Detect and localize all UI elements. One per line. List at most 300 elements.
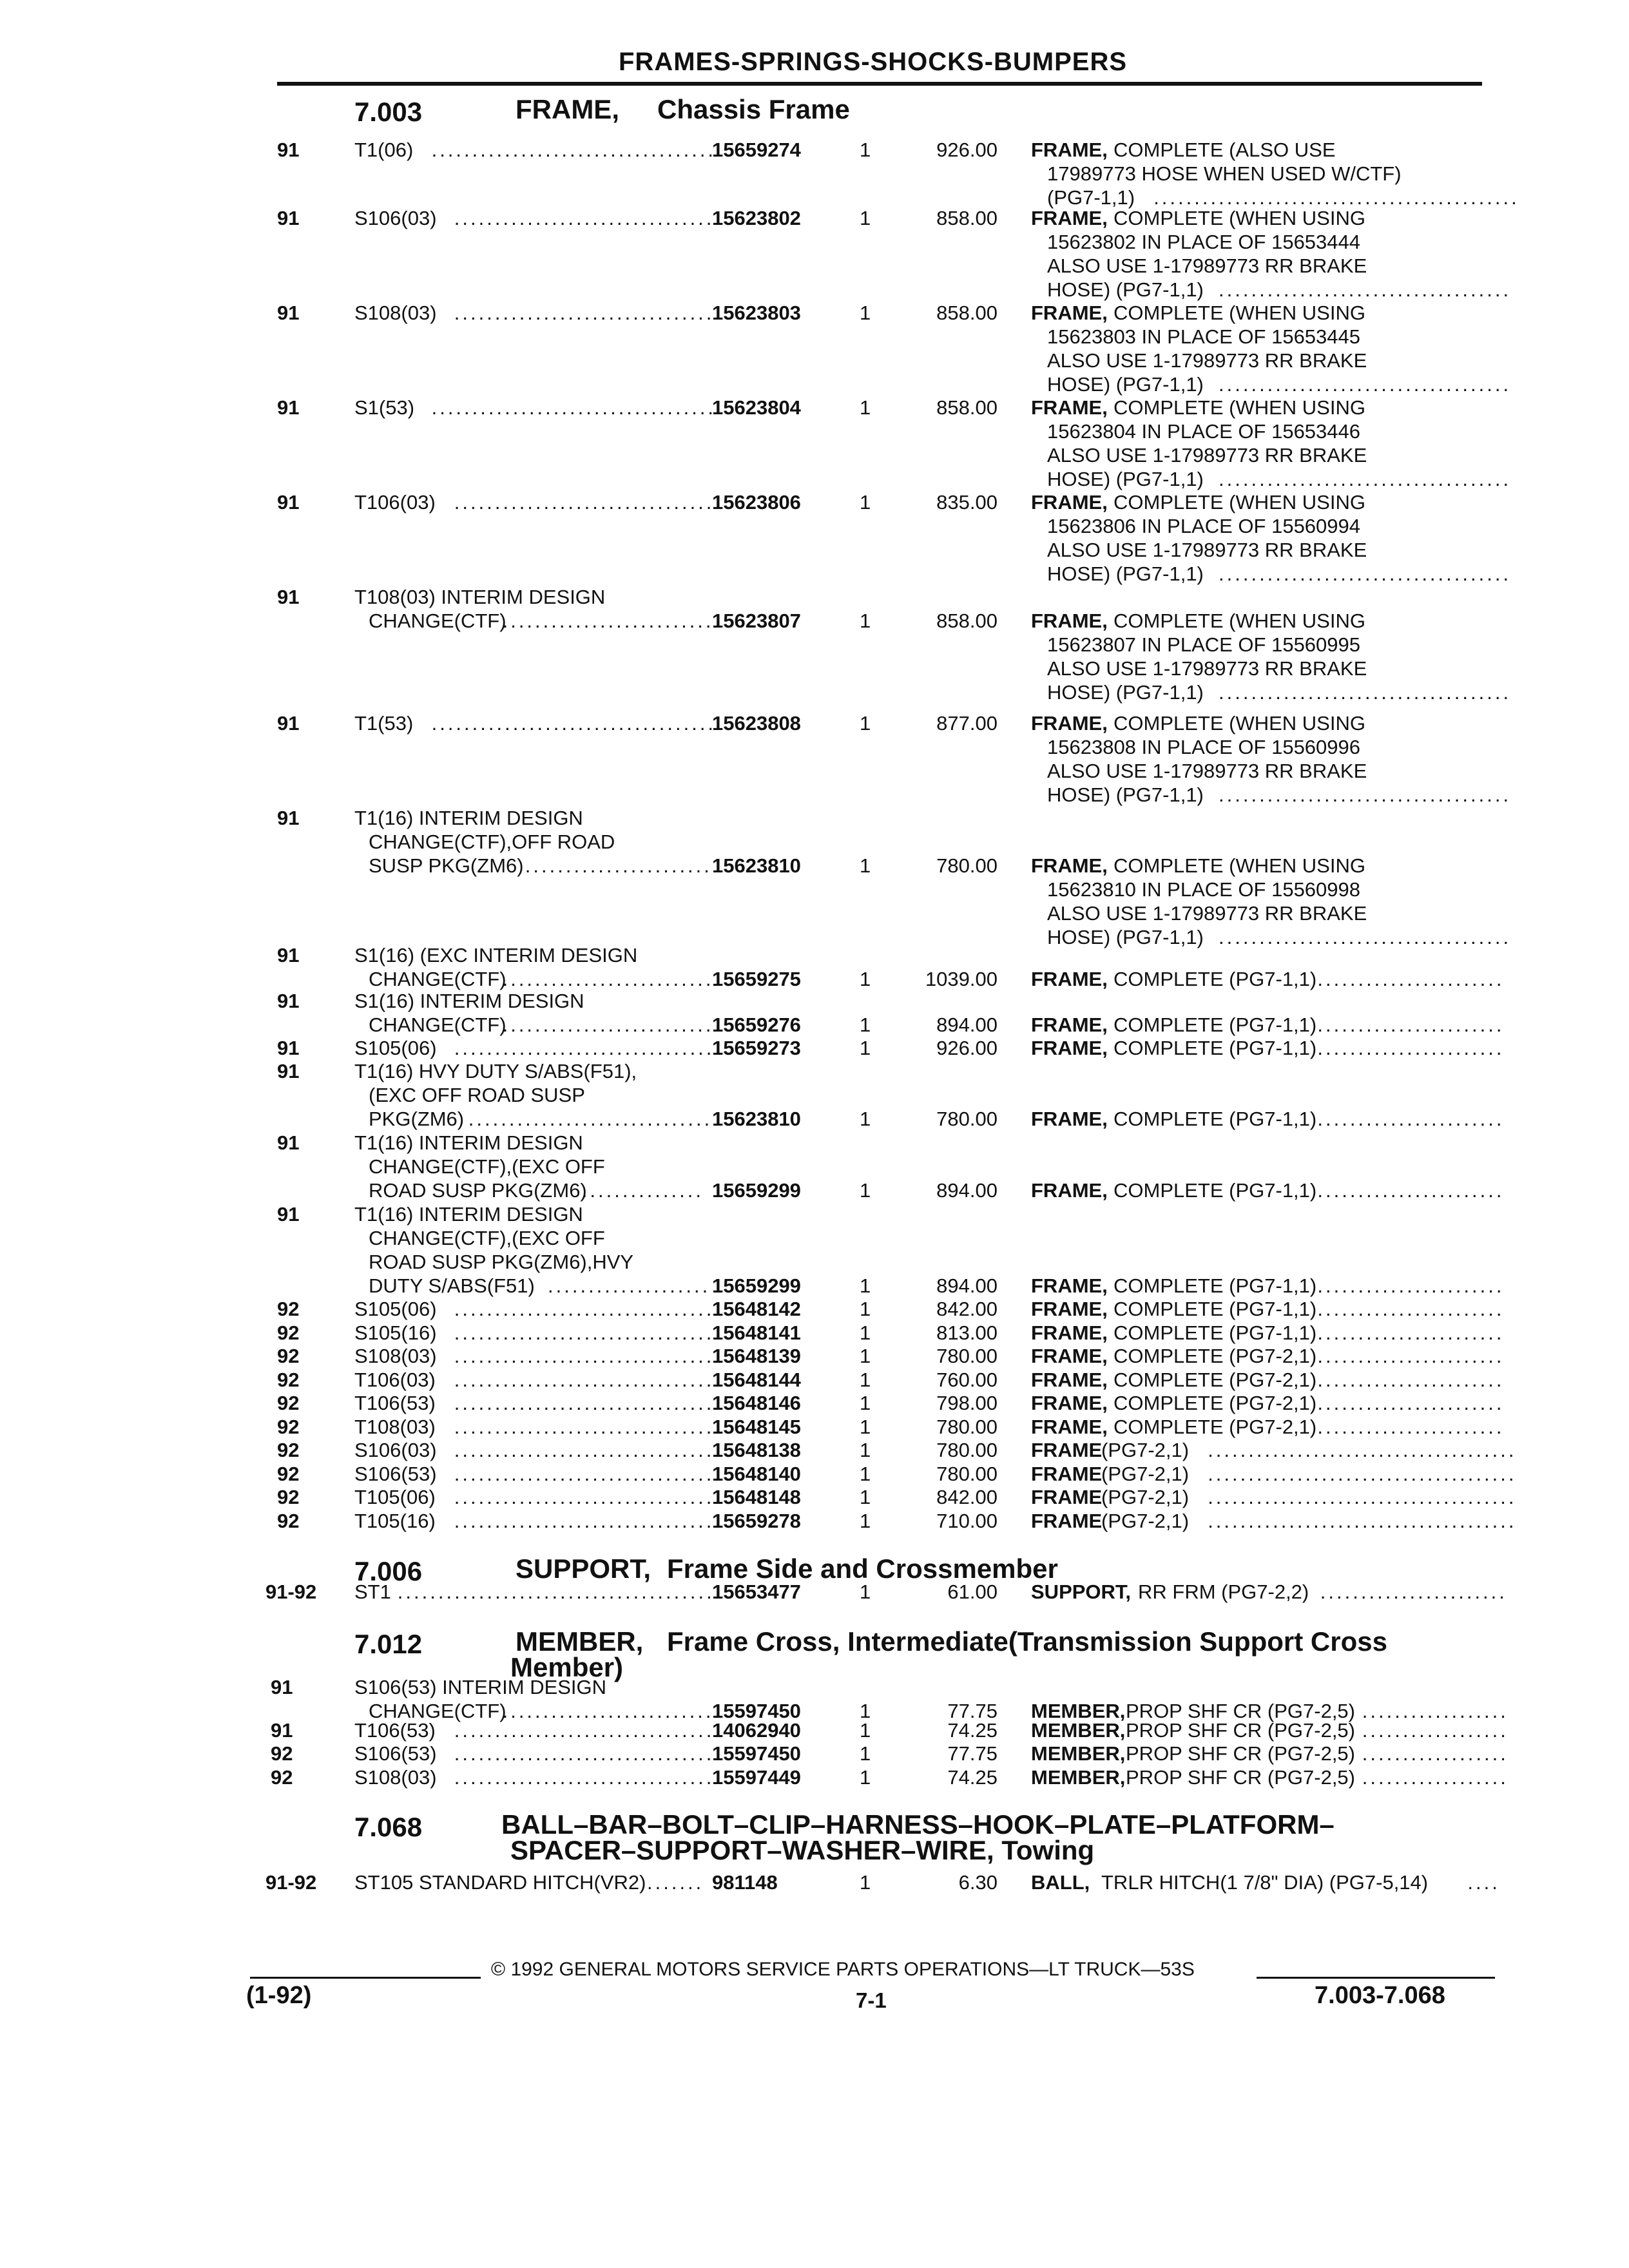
dot-leader: ....................................... — [397, 1581, 715, 1603]
model-year: 92 — [277, 1298, 300, 1320]
description-text: HOSE) (PG7-1,1) — [1047, 562, 1204, 585]
price: 780.00 — [936, 1108, 998, 1130]
description-keyword: FRAME, — [1031, 1179, 1108, 1202]
model-year: 91 — [277, 139, 300, 161]
model-year: 91 — [277, 491, 300, 514]
model-year: 91 — [277, 944, 300, 966]
quantity: 1 — [860, 854, 871, 877]
model-code: S105(06) — [354, 1298, 437, 1320]
description-text: (PG7-2,1) — [1101, 1463, 1190, 1485]
dot-leader: ....................... — [1317, 1392, 1505, 1414]
description-text: COMPLETE (PG7-1,1) — [1113, 1014, 1317, 1036]
model-code: CHANGE(CTF) — [369, 1700, 506, 1722]
price: 760.00 — [936, 1369, 998, 1391]
footer-rule-left — [250, 1977, 481, 1979]
dot-leader: ................................ — [454, 302, 715, 324]
description-keyword: SUPPORT, — [1031, 1581, 1132, 1603]
model-code: T106(53) — [354, 1392, 436, 1414]
quantity: 1 — [860, 1742, 871, 1765]
quantity: 1 — [860, 712, 871, 735]
dot-leader: ................................ — [454, 491, 715, 514]
model-code: S1(16) INTERIM DESIGN — [354, 990, 584, 1012]
description-text: HOSE) (PG7-1,1) — [1047, 468, 1204, 490]
section-title-cont: Member) — [510, 1652, 624, 1682]
model-year: 92 — [277, 1392, 300, 1414]
part-number: 981148 — [712, 1871, 778, 1894]
description-keyword: FRAME, — [1031, 854, 1108, 877]
model-code: T108(03) — [354, 1416, 436, 1438]
price: 858.00 — [936, 396, 998, 419]
model-code: S105(06) — [354, 1037, 437, 1059]
part-number: 15648148 — [712, 1486, 801, 1508]
quantity: 1 — [860, 1321, 871, 1344]
dot-leader: ....................... — [1317, 968, 1505, 990]
dot-leader: ................................ — [454, 1439, 715, 1461]
part-number: 15659274 — [712, 139, 801, 161]
part-number: 15648145 — [712, 1416, 801, 1438]
description-text: COMPLETE (PG7-2,1) — [1113, 1345, 1317, 1367]
part-number: 15648139 — [712, 1345, 801, 1367]
model-code: T108(03) INTERIM DESIGN — [354, 586, 606, 608]
model-year: 91-92 — [265, 1871, 317, 1894]
dot-leader: ................................ — [454, 207, 715, 229]
quantity: 1 — [860, 1719, 871, 1742]
dot-leader: .................................... — [1219, 783, 1512, 806]
model-year: 92 — [277, 1510, 300, 1532]
description-text: TRLR HITCH(1 7/8" DIA) (PG7-5,14) — [1101, 1871, 1429, 1894]
description-text: ALSO USE 1-17989773 RR BRAKE — [1047, 657, 1367, 680]
description-keyword: BALL, — [1031, 1871, 1090, 1894]
edition-label: (1-92) — [246, 1982, 312, 2009]
description-keyword: FRAME, — [1031, 139, 1108, 161]
quantity: 1 — [860, 968, 871, 990]
part-number: 15623803 — [712, 302, 801, 324]
price: 61.00 — [947, 1581, 998, 1603]
dot-leader: ............................................. — [1153, 186, 1519, 209]
page-number: 7-1 — [856, 1988, 887, 2012]
model-year: 91 — [277, 712, 300, 735]
model-code: CHANGE(CTF),OFF ROAD — [369, 831, 615, 853]
dot-leader: ....................... — [525, 854, 712, 877]
description-keyword: MEMBER, — [1031, 1700, 1126, 1722]
model-year: 91 — [277, 990, 300, 1012]
model-code: T1(16) INTERIM DESIGN — [354, 807, 583, 829]
description-keyword: FRAME — [1031, 1439, 1103, 1461]
price: 780.00 — [936, 854, 998, 877]
model-code: S106(53) — [354, 1742, 437, 1765]
price: 813.00 — [936, 1321, 998, 1344]
section-title: Frame Cross, Intermediate(Transmission Support Cross — [667, 1626, 1387, 1657]
model-year: 91 — [277, 302, 300, 324]
description-keyword: FRAME, — [1031, 1298, 1108, 1320]
part-number: 15648142 — [712, 1298, 801, 1320]
description-text: 17989773 HOSE WHEN USED W/CTF) — [1047, 162, 1402, 185]
dot-leader: ...................................... — [1208, 1510, 1517, 1532]
dot-leader: ................................ — [454, 1463, 715, 1485]
quantity: 1 — [860, 1179, 871, 1202]
description-keyword: FRAME, — [1031, 396, 1108, 419]
description-text: COMPLETE (PG7-1,1) — [1113, 1037, 1317, 1059]
dot-leader: .................... — [548, 1274, 711, 1297]
description-keyword: FRAME, — [1031, 491, 1108, 514]
part-number: 15659278 — [712, 1510, 801, 1532]
model-code: S1(16) (EXC INTERIM DESIGN — [354, 944, 638, 966]
copyright-notice: © 1992 GENERAL MOTORS SERVICE PARTS OPERATIONS—LT TRUCK—53S — [491, 1959, 1195, 1980]
price: 1039.00 — [925, 968, 998, 990]
quantity: 1 — [860, 1037, 871, 1059]
quantity: 1 — [860, 1463, 871, 1485]
model-year: 92 — [277, 1345, 300, 1367]
dot-leader: ....... — [647, 1871, 704, 1894]
description-keyword: FRAME, — [1031, 968, 1108, 990]
section-title-keyword: SUPPORT, — [516, 1553, 651, 1584]
dot-leader: .......................... — [502, 610, 714, 632]
description-keyword: FRAME, — [1031, 207, 1108, 229]
model-code: CHANGE(CTF) — [369, 968, 506, 990]
description-keyword: FRAME, — [1031, 1274, 1108, 1297]
quantity: 1 — [860, 1510, 871, 1532]
quantity: 1 — [860, 396, 871, 419]
part-number: 15597450 — [712, 1742, 801, 1765]
model-year: 92 — [277, 1321, 300, 1344]
price: 780.00 — [936, 1416, 998, 1438]
description-text: COMPLETE (WHEN USING — [1113, 610, 1365, 632]
model-year: 92 — [277, 1486, 300, 1508]
description-text: PROP SHF CR (PG7-2,5) — [1126, 1742, 1356, 1765]
description-text: COMPLETE (PG7-2,1) — [1113, 1416, 1317, 1438]
price: 77.75 — [947, 1742, 998, 1765]
quantity: 1 — [860, 1700, 871, 1722]
description-text: COMPLETE (PG7-1,1) — [1113, 1179, 1317, 1202]
quantity: 1 — [860, 1439, 871, 1461]
model-year: 92 — [271, 1766, 293, 1789]
model-code: CHANGE(CTF),(EXC OFF — [369, 1227, 605, 1249]
part-number: 15659276 — [712, 1014, 801, 1036]
dot-leader: .................................... — [1219, 468, 1512, 490]
quantity: 1 — [860, 302, 871, 324]
dot-leader: .................................... — [1219, 278, 1512, 301]
model-year: 91 — [277, 1131, 300, 1154]
part-number: 15659273 — [712, 1037, 801, 1059]
model-code: S108(03) — [354, 302, 437, 324]
model-code: T106(03) — [354, 491, 436, 514]
description-text: 15623810 IN PLACE OF 15560998 — [1047, 878, 1361, 901]
price: 877.00 — [936, 712, 998, 735]
description-text: HOSE) (PG7-1,1) — [1047, 373, 1204, 396]
dot-leader: ...................................... — [1208, 1439, 1517, 1461]
model-code: T1(06) — [354, 139, 414, 161]
description-text: (PG7-2,1) — [1101, 1486, 1190, 1508]
model-code: S106(03) — [354, 1439, 437, 1461]
description-text: ALSO USE 1-17989773 RR BRAKE — [1047, 255, 1367, 277]
description-keyword: FRAME — [1031, 1463, 1103, 1485]
quantity: 1 — [860, 1392, 871, 1414]
model-code: ROAD SUSP PKG(ZM6) — [369, 1179, 587, 1202]
dot-leader: ................................ — [454, 1392, 715, 1414]
description-text: PROP SHF CR (PG7-2,5) — [1126, 1766, 1356, 1789]
price: 894.00 — [936, 1179, 998, 1202]
description-text: COMPLETE (WHEN USING — [1113, 712, 1365, 735]
part-number: 15659275 — [712, 968, 801, 990]
dot-leader: ................................ — [454, 1742, 715, 1765]
description-text: COMPLETE (ALSO USE — [1113, 139, 1336, 161]
description-text: 15623803 IN PLACE OF 15653445 — [1047, 325, 1361, 348]
part-number: 15623807 — [712, 610, 801, 632]
part-number: 15648144 — [712, 1369, 801, 1391]
model-code: S106(03) — [354, 207, 437, 229]
dot-leader: ....................... — [1317, 1298, 1505, 1320]
dot-leader: .............................. — [468, 1108, 713, 1130]
dot-leader: ...................................... — [1208, 1463, 1517, 1485]
price: 74.25 — [947, 1766, 998, 1789]
dot-leader: ................................ — [454, 1766, 715, 1789]
model-code: T1(16) INTERIM DESIGN — [354, 1131, 583, 1154]
model-code: CHANGE(CTF) — [369, 1014, 506, 1036]
quantity: 1 — [860, 1766, 871, 1789]
dot-leader: ................................ — [454, 1369, 715, 1391]
dot-leader: ................................ — [454, 1321, 715, 1344]
description-keyword: FRAME, — [1031, 1416, 1108, 1438]
description-text: COMPLETE (WHEN USING — [1113, 396, 1365, 419]
model-code: S108(03) — [354, 1766, 437, 1789]
part-number: 15659299 — [712, 1179, 801, 1202]
section-number: 7.003 — [354, 97, 423, 127]
description-text: (PG7-2,1) — [1101, 1439, 1190, 1461]
description-keyword: MEMBER, — [1031, 1766, 1126, 1789]
model-year: 91-92 — [265, 1581, 317, 1603]
description-text: HOSE) (PG7-1,1) — [1047, 926, 1204, 948]
description-text: HOSE) (PG7-1,1) — [1047, 681, 1204, 704]
model-year: 92 — [271, 1742, 293, 1765]
description-text: ALSO USE 1-17989773 RR BRAKE — [1047, 902, 1367, 925]
quantity: 1 — [860, 1486, 871, 1508]
quantity: 1 — [860, 207, 871, 229]
description-keyword: MEMBER, — [1031, 1719, 1126, 1742]
part-number: 15659299 — [712, 1274, 801, 1297]
section-number: 7.012 — [354, 1629, 423, 1659]
dot-leader: ....................... — [1317, 1321, 1505, 1344]
dot-leader: ....................... — [1317, 1369, 1505, 1391]
dot-leader: .................. — [1362, 1719, 1509, 1742]
model-year: 92 — [277, 1463, 300, 1485]
part-number: 15648146 — [712, 1392, 801, 1414]
description-text: COMPLETE (PG7-1,1) — [1113, 1108, 1317, 1130]
part-number: 14062940 — [712, 1719, 801, 1742]
description-text: COMPLETE (WHEN USING — [1113, 491, 1365, 514]
part-number: 15623808 — [712, 712, 801, 735]
model-year: 91 — [277, 1203, 300, 1225]
description-text: ALSO USE 1-17989773 RR BRAKE — [1047, 444, 1367, 466]
price: 926.00 — [936, 139, 998, 161]
model-code: T1(16) INTERIM DESIGN — [354, 1203, 583, 1225]
description-text: COMPLETE (PG7-1,1) — [1113, 1274, 1317, 1297]
price: 6.30 — [958, 1871, 998, 1894]
description-text: COMPLETE (WHEN USING — [1113, 302, 1365, 324]
description-text: 15623806 IN PLACE OF 15560994 — [1047, 515, 1361, 537]
dot-leader: ................................ — [454, 1416, 715, 1438]
dot-leader: .... — [1467, 1871, 1500, 1894]
quantity: 1 — [860, 610, 871, 632]
dot-leader: .................................... — [1219, 562, 1512, 585]
dot-leader: ....................... — [1320, 1581, 1507, 1603]
dot-leader: ................................ — [454, 1037, 715, 1059]
section-range: 7.003-7.068 — [1315, 1982, 1445, 2009]
model-year: 91 — [277, 207, 300, 229]
model-year: 91 — [277, 396, 300, 419]
model-year: 91 — [277, 807, 300, 829]
price: 858.00 — [936, 207, 998, 229]
quantity: 1 — [860, 1416, 871, 1438]
description-keyword: FRAME, — [1031, 1345, 1108, 1367]
price: 926.00 — [936, 1037, 998, 1059]
dot-leader: ................................ — [454, 1510, 715, 1532]
part-number: 15648141 — [712, 1321, 801, 1344]
description-keyword: FRAME, — [1031, 1321, 1108, 1344]
part-number: 15597449 — [712, 1766, 801, 1789]
price: 77.75 — [947, 1700, 998, 1722]
price: 842.00 — [936, 1486, 998, 1508]
quantity: 1 — [860, 1345, 871, 1367]
part-number: 15648138 — [712, 1439, 801, 1461]
part-number: 15623806 — [712, 491, 801, 514]
model-code: (EXC OFF ROAD SUSP — [369, 1084, 585, 1106]
footer-rule-right — [1257, 1977, 1495, 1979]
price: 894.00 — [936, 1014, 998, 1036]
model-year: 92 — [277, 1416, 300, 1438]
dot-leader: .................................... — [1219, 926, 1512, 948]
model-code: S105(16) — [354, 1321, 437, 1344]
header-rule — [277, 82, 1482, 86]
quantity: 1 — [860, 1298, 871, 1320]
dot-leader: ....................... — [1317, 1416, 1505, 1438]
dot-leader: ....................... — [1317, 1108, 1505, 1130]
model-year: 91 — [271, 1719, 293, 1742]
quantity: 1 — [860, 1274, 871, 1297]
description-text: 15623808 IN PLACE OF 15560996 — [1047, 736, 1361, 758]
description-text: PROP SHF CR (PG7-2,5) — [1126, 1719, 1356, 1742]
model-year: 91 — [277, 586, 300, 608]
model-code: T1(16) HVY DUTY S/ABS(F51), — [354, 1060, 637, 1082]
model-year: 91 — [277, 1037, 300, 1059]
dot-leader: .................. — [1362, 1766, 1509, 1789]
model-code: CHANGE(CTF) — [369, 610, 506, 632]
model-code: S1(53) — [354, 396, 415, 419]
dot-leader: ....................... — [1317, 1037, 1505, 1059]
model-code: ROAD SUSP PKG(ZM6),HVY — [369, 1251, 634, 1273]
model-code: ST105 STANDARD HITCH(VR2) — [354, 1871, 646, 1894]
part-number: 15623810 — [712, 854, 801, 877]
price: 894.00 — [936, 1274, 998, 1297]
description-text: HOSE) (PG7-1,1) — [1047, 278, 1204, 301]
model-code: S106(53) INTERIM DESIGN — [354, 1676, 607, 1698]
dot-leader: ................................ — [454, 1298, 715, 1320]
description-text: 15623807 IN PLACE OF 15560995 — [1047, 633, 1361, 656]
part-number: 15653477 — [712, 1581, 801, 1603]
description-text: COMPLETE (PG7-2,1) — [1113, 1392, 1317, 1414]
model-code: S106(53) — [354, 1463, 437, 1485]
part-number: 15623810 — [712, 1108, 801, 1130]
model-year: 92 — [277, 1369, 300, 1391]
description-text: (PG7-2,1) — [1101, 1510, 1190, 1532]
quantity: 1 — [860, 139, 871, 161]
price: 74.25 — [947, 1719, 998, 1742]
section-title-keyword: MEMBER, — [516, 1626, 644, 1657]
model-year: 91 — [277, 1060, 300, 1082]
description-text: COMPLETE (PG7-1,1) — [1113, 968, 1317, 990]
dot-leader: ................................ — [454, 1345, 715, 1367]
description-keyword: FRAME, — [1031, 610, 1108, 632]
model-year: 92 — [277, 1439, 300, 1461]
dot-leader: .......................... — [502, 1700, 714, 1722]
model-code: T1(53) — [354, 712, 414, 735]
dot-leader: .................................... — [1219, 681, 1512, 704]
dot-leader: ....................... — [1317, 1345, 1505, 1367]
section-title-cont: SPACER–SUPPORT–WASHER–WIRE, Towing — [510, 1835, 1095, 1865]
description-keyword: FRAME, — [1031, 1392, 1108, 1414]
description-keyword: FRAME, — [1031, 1108, 1108, 1130]
description-keyword: FRAME — [1031, 1486, 1103, 1508]
description-text: COMPLETE (PG7-2,1) — [1113, 1369, 1317, 1391]
part-number: 15648140 — [712, 1463, 801, 1485]
price: 710.00 — [936, 1510, 998, 1532]
description-text: 15623802 IN PLACE OF 15653444 — [1047, 231, 1361, 253]
section-number: 7.068 — [354, 1812, 423, 1842]
price: 842.00 — [936, 1298, 998, 1320]
quantity: 1 — [860, 1014, 871, 1036]
model-code: S108(03) — [354, 1345, 437, 1367]
section-title: Chassis Frame — [657, 94, 850, 124]
dot-leader: .................. — [1362, 1742, 1509, 1765]
description-text: ALSO USE 1-17989773 RR BRAKE — [1047, 349, 1367, 372]
dot-leader: ................................... — [431, 139, 717, 161]
price: 858.00 — [936, 610, 998, 632]
description-text: ALSO USE 1-17989773 RR BRAKE — [1047, 539, 1367, 561]
dot-leader: ................................ — [454, 1719, 715, 1742]
section-number: 7.006 — [354, 1556, 423, 1586]
model-code: T105(16) — [354, 1510, 436, 1532]
dot-leader: ................................ — [454, 1486, 715, 1508]
price: 780.00 — [936, 1463, 998, 1485]
model-code: CHANGE(CTF),(EXC OFF — [369, 1155, 605, 1178]
model-year: 91 — [271, 1676, 293, 1698]
description-text: PROP SHF CR (PG7-2,5) — [1126, 1700, 1356, 1722]
model-code: DUTY S/ABS(F51) — [369, 1274, 535, 1297]
section-title-keyword: FRAME, — [516, 94, 619, 124]
page-title: FRAMES-SPRINGS-SHOCKS-BUMPERS — [619, 48, 1128, 76]
dot-leader: ................................... — [431, 712, 717, 735]
description-text: COMPLETE (WHEN USING — [1113, 854, 1365, 877]
dot-leader: .................................... — [1219, 373, 1512, 396]
section-title: BALL–BAR–BOLT–CLIP–HARNESS–HOOK–PLATE–PLATFORM– — [501, 1809, 1335, 1840]
dot-leader: .................. — [1362, 1700, 1509, 1722]
model-code: ST1 — [354, 1581, 391, 1603]
part-number: 15623804 — [712, 396, 801, 419]
part-number: 15597450 — [712, 1700, 801, 1722]
dot-leader: ...................................... — [1208, 1486, 1517, 1508]
dot-leader: .......................... — [502, 1014, 714, 1036]
dot-leader: ....................... — [1317, 1014, 1505, 1036]
model-code: PKG(ZM6) — [369, 1108, 465, 1130]
description-keyword: FRAME, — [1031, 1369, 1108, 1391]
price: 858.00 — [936, 302, 998, 324]
price: 780.00 — [936, 1345, 998, 1367]
description-text: COMPLETE (PG7-1,1) — [1113, 1298, 1317, 1320]
model-code: T105(06) — [354, 1486, 436, 1508]
part-number: 15623802 — [712, 207, 801, 229]
description-text: (PG7-1,1) — [1047, 186, 1135, 209]
description-keyword: FRAME — [1031, 1510, 1103, 1532]
model-code: T106(03) — [354, 1369, 436, 1391]
